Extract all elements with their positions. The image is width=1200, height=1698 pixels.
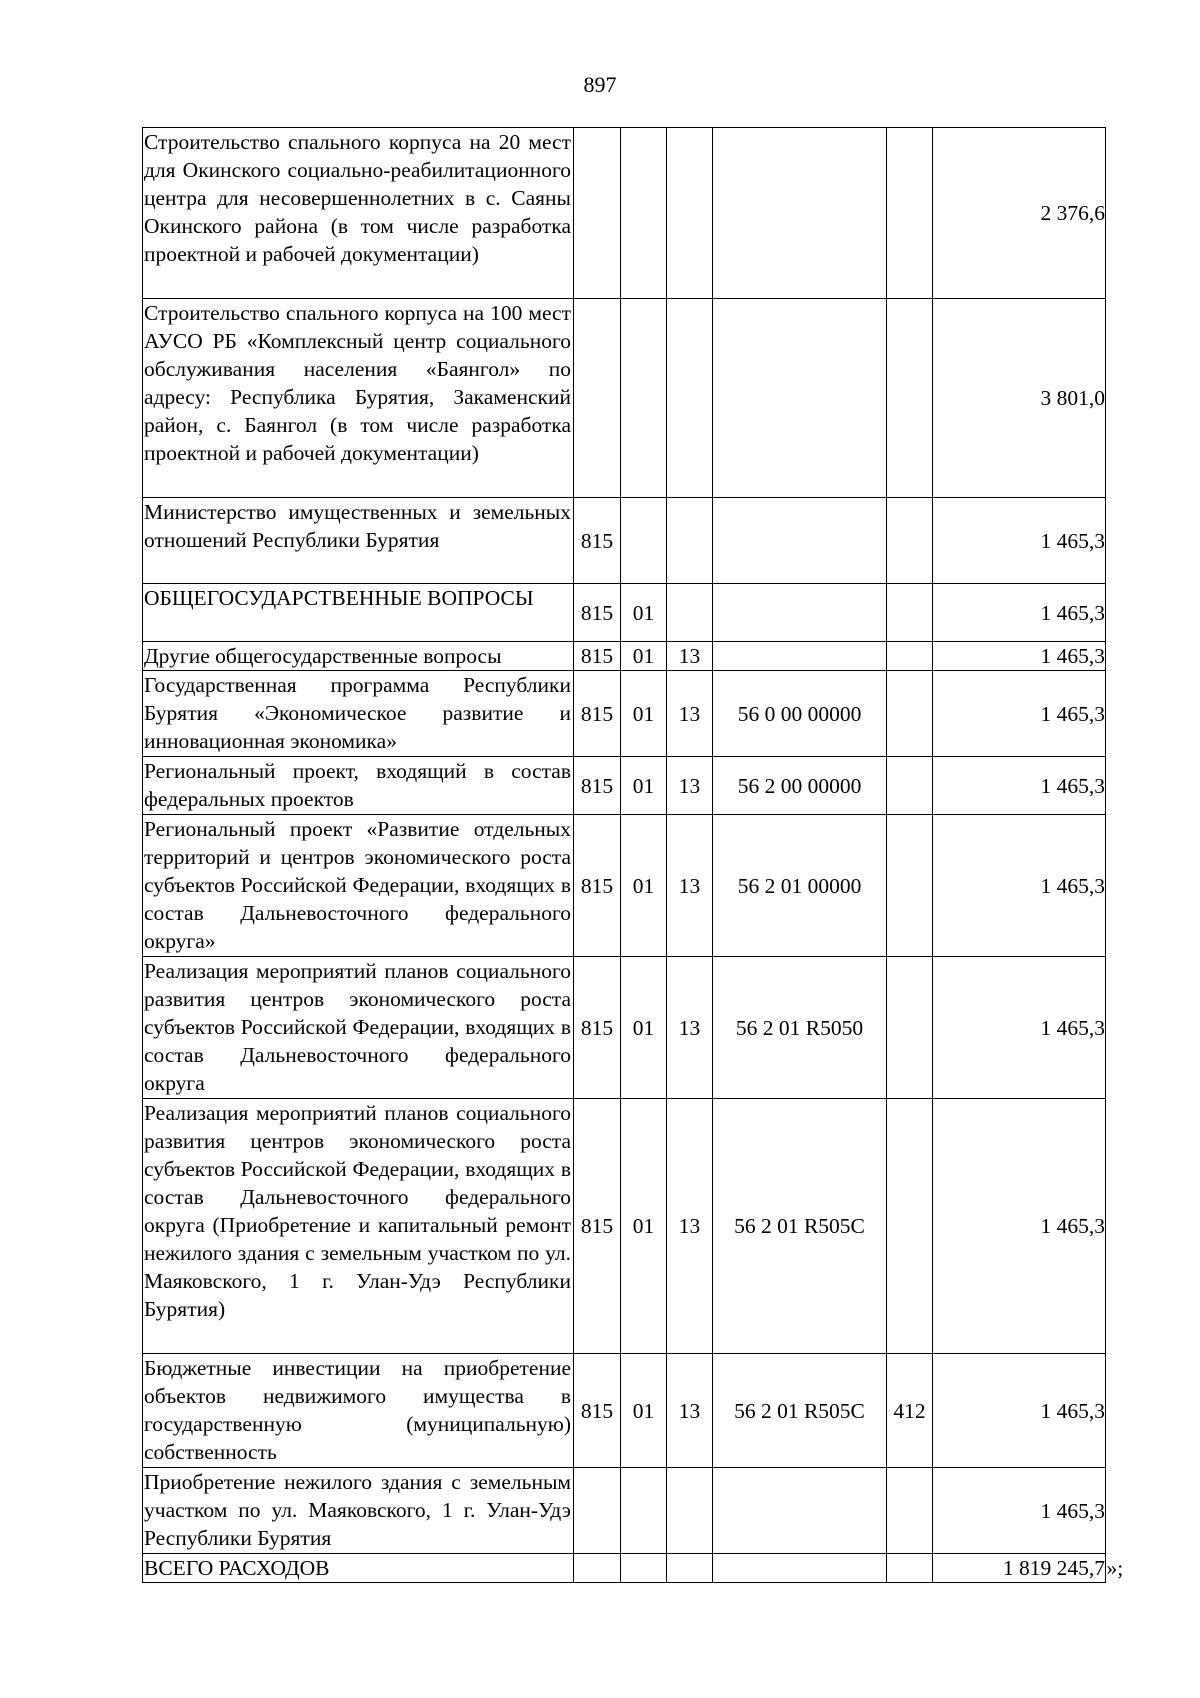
row-pr: 13 [667,957,713,1099]
row-vr [887,1099,933,1354]
row-vr [887,642,933,671]
row-csr: 56 2 01 R505C [713,1354,887,1468]
row-pr: 13 [667,1099,713,1354]
row-ved: 815 [574,957,621,1099]
table-row [143,584,1106,642]
row-amount: 1 465,3 [933,1468,1106,1554]
row-ved: 815 [574,1099,621,1354]
table-row [143,1468,1106,1554]
row-pr: 13 [667,757,713,815]
row-rz: 01 [621,584,667,642]
table-row-total [143,1554,1106,1583]
row-amount: 1 465,3 [933,671,1106,757]
table-row [143,128,1106,299]
row-vr [887,498,933,584]
row-name: Министерство имущественных и земельных отношений Республики Бурятия [143,498,574,584]
row-pr [667,1554,713,1583]
closing-quote: »; [1106,1556,1124,1580]
row-amount: 1 465,3 [933,957,1106,1099]
row-ved: 815 [574,815,621,957]
row-vr [887,757,933,815]
table-row [143,957,1106,1099]
row-ved [574,128,621,299]
row-name: Реализация мероприятий планов социального развития центров экономического роста субъектов Российской Федерации, входящих в состав Дальневосточного федерального округа (Приобретение и капитальный ремонт нежилого здания с земельным участком по ул. Маяковского, 1 г. Улан-Удэ Республики Бурятия) [143,1099,574,1354]
row-csr: 56 0 00 00000 [713,671,887,757]
row-amount: 1 465,3 [933,1099,1106,1354]
table-row [143,815,1106,957]
row-rz: 01 [621,642,667,671]
row-rz: 01 [621,1354,667,1468]
row-ved [574,1468,621,1554]
row-pr [667,1468,713,1554]
table-row [143,498,1106,584]
row-csr [713,642,887,671]
row-pr: 13 [667,642,713,671]
table-row [143,642,1106,671]
row-name: Бюджетные инвестиции на приобретение объектов недвижимого имущества в государственную (муниципальную) собственность [143,1354,574,1468]
row-csr [713,1554,887,1583]
row-csr: 56 2 01 00000 [713,815,887,957]
row-name: Реализация мероприятий планов социального развития центров экономического роста субъектов Российской Федерации, входящих в состав Дальневосточного федерального округа [143,957,574,1099]
table-row [143,1099,1106,1354]
row-pr: 13 [667,1354,713,1468]
row-rz: 01 [621,1099,667,1354]
row-name: Государственная программа Республики Бурятия «Экономическое развитие и инновационная экономика» [143,671,574,757]
row-csr: 56 2 00 00000 [713,757,887,815]
row-rz [621,1554,667,1583]
row-rz: 01 [621,757,667,815]
row-vr [887,584,933,642]
row-pr [667,584,713,642]
row-ved: 815 [574,671,621,757]
row-rz [621,498,667,584]
row-csr [713,128,887,299]
row-name: ОБЩЕГОСУДАРСТВЕННЫЕ ВОПРОСЫ [143,584,574,642]
row-amount: 2 376,6 [933,128,1106,299]
row-ved: 815 [574,498,621,584]
row-csr [713,299,887,498]
row-amount: 1 465,3 [933,498,1106,584]
row-rz: 01 [621,957,667,1099]
row-ved [574,1554,621,1583]
row-rz [621,299,667,498]
row-name: Региональный проект «Развитие отдельных территорий и центров экономического роста субъектов Российской Федерации, входящих в состав Дальневосточного федерального округа» [143,815,574,957]
row-pr: 13 [667,671,713,757]
row-ved: 815 [574,642,621,671]
row-ved: 815 [574,757,621,815]
row-pr [667,128,713,299]
row-amount: 1 465,3 [933,584,1106,642]
row-name: Региональный проект, входящий в состав федеральных проектов [143,757,574,815]
row-vr [887,299,933,498]
row-name: Строительство спального корпуса на 20 мест для Окинского социально-реабилитационного центра для несовершеннолетних в с. Саяны Окинского района (в том числе разработка проектной и рабочей документации) [143,128,574,299]
row-amount: 1 465,3 [933,757,1106,815]
page-number: 897 [583,72,617,97]
row-ved: 815 [574,1354,621,1468]
row-csr: 56 2 01 R5050 [713,957,887,1099]
row-amount: 1 465,3 [933,642,1106,671]
row-vr [887,128,933,299]
row-pr: 13 [667,815,713,957]
row-vr [887,1468,933,1554]
row-vr [887,957,933,1099]
row-ved: 815 [574,584,621,642]
row-rz: 01 [621,815,667,957]
row-amount: 1 465,3 [933,815,1106,957]
row-name: Приобретение нежилого здания с земельным участком по ул. Маяковского, 1 г. Улан-Удэ Республики Бурятия [143,1468,574,1554]
budget-table [142,127,1106,1583]
row-amount: 3 801,0 [933,299,1106,498]
row-pr [667,498,713,584]
row-pr [667,299,713,498]
row-rz [621,1468,667,1554]
row-csr [713,584,887,642]
total-amount: 1 819 245,7 [933,1554,1106,1583]
row-vr [887,815,933,957]
row-ved [574,299,621,498]
row-csr: 56 2 01 R505C [713,1099,887,1354]
table-row [143,299,1106,498]
row-csr [713,498,887,584]
row-vr [887,1554,933,1583]
table-row [143,1354,1106,1468]
row-rz: 01 [621,671,667,757]
total-label: ВСЕГО РАСХОДОВ [143,1554,574,1583]
row-amount: 1 465,3 [933,1354,1106,1468]
table-row [143,671,1106,757]
table-row [143,757,1106,815]
row-rz [621,128,667,299]
row-vr [887,671,933,757]
row-vr: 412 [887,1354,933,1468]
row-name: Строительство спального корпуса на 100 мест АУСО РБ «Комплексный центр социального обслуживания населения «Баянгол» по адресу: Республика Бурятия, Закаменский район, с. Баянгол (в том числе разработка проектной и рабочей документации) [143,299,574,498]
row-csr [713,1468,887,1554]
row-name: Другие общегосударственные вопросы [143,642,574,671]
